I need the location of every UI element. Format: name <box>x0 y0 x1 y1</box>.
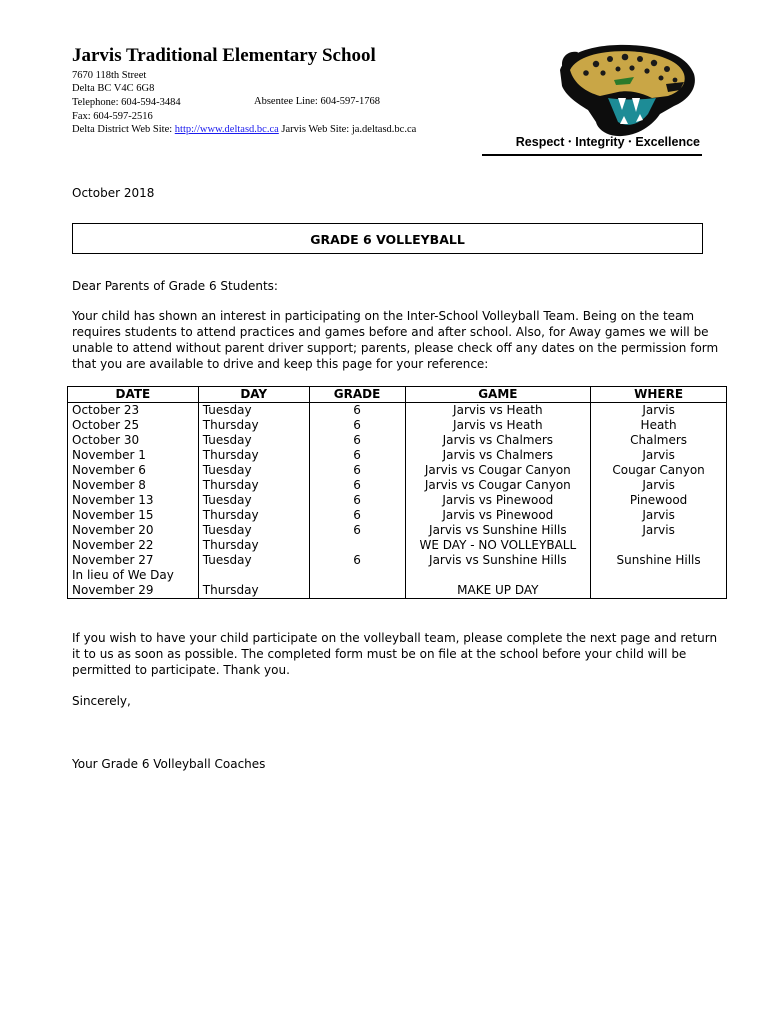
cell-grade: 6 <box>309 403 405 419</box>
cell-day: Tuesday <box>198 433 309 448</box>
cell-date: November 20 <box>68 523 199 538</box>
cell-grade: 6 <box>309 493 405 508</box>
cell-grade: 6 <box>309 508 405 523</box>
address-line-1: 7670 118th Street <box>72 70 147 81</box>
cell-date: November 8 <box>68 478 199 493</box>
cell-game: Jarvis vs Chalmers <box>405 433 591 448</box>
column-header-day: DAY <box>198 387 309 403</box>
school-name: Jarvis Traditional Elementary School <box>72 45 376 66</box>
cell-where: Pinewood <box>591 493 727 508</box>
cell-day: Thursday <box>198 478 309 493</box>
intro-paragraph: Your child has shown an interest in participating on the Inter-School Volleyball Team. Being on the team requires students to attend practices and games before and after school. Also, for Away games we will be unable to attend without parent driver support; parents, please check off any dates on the permission form that you are available to drive and keep this page for your reference: <box>72 309 719 371</box>
cell-grade: 6 <box>309 478 405 493</box>
table-row <box>68 448 727 463</box>
table-row <box>68 523 727 538</box>
cell-date: October 25 <box>68 418 199 433</box>
motto-separator: • <box>568 137 572 146</box>
cell-grade <box>309 568 405 583</box>
cell-grade <box>309 583 405 599</box>
cell-game <box>405 568 591 583</box>
cell-date: November 27 <box>68 553 199 568</box>
cell-grade: 6 <box>309 418 405 433</box>
absentee-line: Absentee Line: 604-597-1768 <box>254 96 380 107</box>
table-row <box>68 508 727 523</box>
cell-grade <box>309 538 405 553</box>
cell-date: November 1 <box>68 448 199 463</box>
table-row <box>68 403 727 419</box>
sincerely: Sincerely, <box>72 694 131 708</box>
cell-where: Heath <box>591 418 727 433</box>
cell-date: November 22 <box>68 538 199 553</box>
motto-respect: Respect <box>515 135 565 149</box>
table-row <box>68 568 727 583</box>
cell-game: Jarvis vs Sunshine Hills <box>405 523 591 538</box>
cell-date: October 30 <box>68 433 199 448</box>
column-header-game: GAME <box>405 387 591 403</box>
cell-grade: 6 <box>309 433 405 448</box>
cell-day: Thursday <box>198 508 309 523</box>
cell-game: Jarvis vs Cougar Canyon <box>405 463 591 478</box>
telephone: Telephone: 604-594-3484 <box>72 97 181 108</box>
cell-game: Jarvis vs Pinewood <box>405 508 591 523</box>
cell-date: November 29 <box>68 583 199 599</box>
cell-where: Jarvis <box>591 523 727 538</box>
table-row <box>68 583 727 599</box>
cell-where <box>591 568 727 583</box>
cell-day: Thursday <box>198 583 309 599</box>
table-row <box>68 463 727 478</box>
cell-grade: 6 <box>309 553 405 568</box>
schedule-body <box>68 403 727 599</box>
web-sites <box>72 123 416 136</box>
cell-date: October 23 <box>68 403 199 419</box>
cell-day: Thursday <box>198 538 309 553</box>
table-row <box>68 553 727 568</box>
cell-where: Jarvis <box>591 508 727 523</box>
letter-date: October 2018 <box>72 186 155 200</box>
cell-where: Chalmers <box>591 433 727 448</box>
cell-game: Jarvis vs Cougar Canyon <box>405 478 591 493</box>
column-header-date: DATE <box>68 387 199 403</box>
jarvis-web: Jarvis Web Site: ja.deltasd.bc.ca <box>278 124 417 135</box>
cell-where: Jarvis <box>591 478 727 493</box>
cell-game: Jarvis vs Heath <box>405 403 591 419</box>
cell-day: Thursday <box>198 418 309 433</box>
cell-where: Sunshine Hills <box>591 553 727 568</box>
table-row <box>68 493 727 508</box>
cell-grade: 6 <box>309 448 405 463</box>
column-header-grade: GRADE <box>309 387 405 403</box>
letter-title: GRADE 6 VOLLEYBALL <box>310 232 465 247</box>
cell-day: Tuesday <box>198 463 309 478</box>
address-line-2: Delta BC V4C 6G8 <box>72 83 155 94</box>
closing-paragraph: If you wish to have your child participate on the volleyball team, please complete the next page and return it to us as soon as possible. The completed form must be on file at the school before your child will be permitted to participate. Thank you. <box>72 631 718 677</box>
cell-day: Thursday <box>198 448 309 463</box>
schedule-table <box>67 386 727 599</box>
cell-game: Jarvis vs Pinewood <box>405 493 591 508</box>
cell-day: Tuesday <box>198 553 309 568</box>
jaguar-logo <box>548 40 698 138</box>
signoff: Your Grade 6 Volleyball Coaches <box>72 757 266 771</box>
district-web-label: Delta District Web Site: <box>72 124 175 135</box>
cell-day: Tuesday <box>198 403 309 419</box>
column-header-where: WHERE <box>591 387 727 403</box>
cell-where <box>591 538 727 553</box>
title-box <box>72 223 703 254</box>
cell-where: Jarvis <box>591 448 727 463</box>
cell-where <box>591 583 727 599</box>
motto <box>516 135 700 149</box>
motto-excellence: Excellence <box>635 135 700 149</box>
greeting: Dear Parents of Grade 6 Students: <box>72 279 278 293</box>
cell-date: November 6 <box>68 463 199 478</box>
table-row <box>68 538 727 553</box>
table-header-row <box>68 387 727 403</box>
table-row <box>68 433 727 448</box>
cell-day: Tuesday <box>198 523 309 538</box>
motto-separator: • <box>628 137 632 146</box>
cell-where: Jarvis <box>591 403 727 419</box>
table-row <box>68 478 727 493</box>
table-row <box>68 418 727 433</box>
cell-game: Jarvis vs Heath <box>405 418 591 433</box>
cell-date: In lieu of We Day <box>68 568 199 583</box>
district-web-link[interactable]: http://www.deltasd.bc.ca <box>174 124 279 135</box>
cell-game: Jarvis vs Chalmers <box>405 448 591 463</box>
cell-day: Tuesday <box>198 493 309 508</box>
cell-grade: 6 <box>309 463 405 478</box>
cell-where: Cougar Canyon <box>591 463 727 478</box>
cell-date: November 15 <box>68 508 199 523</box>
cell-game: WE DAY - NO VOLLEYBALL <box>405 538 591 553</box>
fax: Fax: 604-597-2516 <box>72 111 153 122</box>
cell-game: MAKE UP DAY <box>405 583 591 599</box>
cell-day <box>198 568 309 583</box>
motto-bar <box>482 134 702 156</box>
cell-date: November 13 <box>68 493 199 508</box>
cell-grade: 6 <box>309 523 405 538</box>
motto-integrity: Integrity <box>575 135 625 149</box>
cell-game: Jarvis vs Sunshine Hills <box>405 553 591 568</box>
